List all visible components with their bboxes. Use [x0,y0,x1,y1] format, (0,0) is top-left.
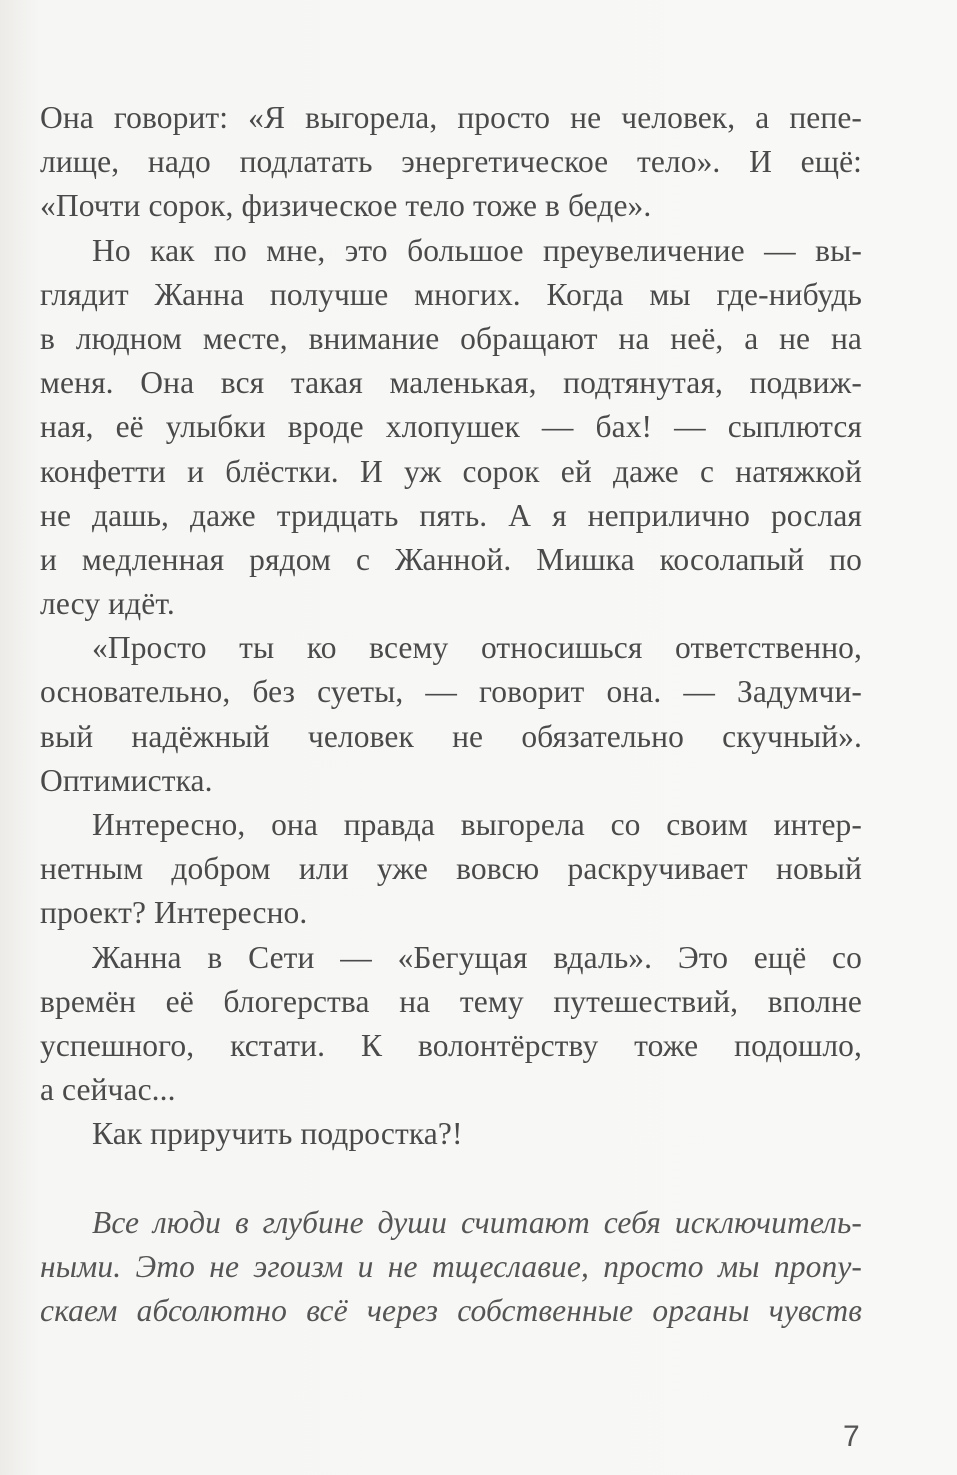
text-line: Как приручить подростка?! [92,1116,463,1152]
paragraph [40,803,862,936]
text-line: Она говорит: «Я выгорела, просто не человек, а пепе- [40,100,862,135]
paragraph [40,96,862,229]
text-line: основательно, без суеты, — говорит она. — Задумчи- [40,674,862,710]
section-gap [40,1157,862,1201]
text-line: глядит Жанна получше многих. Когда мы где-нибудь [40,276,862,312]
text-line: Жанна в Сети — «Бегущая вдаль». Это ещё со [92,939,862,975]
text-line: нетным добром или уже вовсю раскручивает новый [40,851,862,887]
text-line: проект? Интересно. [40,895,308,931]
text-line: Оптимистка. [40,762,213,798]
paragraph [40,1112,862,1156]
text-line: лесу идёт. [40,586,175,622]
text-line: Интересно, она правда выгорела со своим интер- [92,807,862,842]
paragraph [40,229,862,627]
text-line: вый надёжный человек не обязательно скучный». [40,718,862,754]
text-line: а сейчас... [40,1072,176,1108]
text-line: Но как по мне, это большое преувеличение — вы- [92,232,862,268]
text-line: лище, надо подлатать энергетическое тело». И ещё: [40,144,862,180]
text-line: «Просто ты ко всему относишься ответственно, [92,630,862,666]
text-line: «Почти сорок, физическое тело тоже в беде». [40,188,652,224]
text-line: и медленная рядом с Жанной. Мишка косолапый по [40,541,862,577]
paragraph [40,936,862,1113]
text-line: меня. Она вся такая маленькая, подтянутая, подвиж- [40,365,862,401]
text-line: успешного, кстати. К волонтёрству тоже подошло, [40,1027,862,1063]
paragraph [40,626,862,803]
body-text [40,96,862,1333]
text-line: Все люди в глубине души считают себя исключитель- [92,1204,862,1240]
page-number: 7 [843,1420,860,1453]
text-line: ными. Это не эгоизм и не тщеславие, просто мы пропу- [40,1248,862,1284]
text-line: времён её блогерства на тему путешествий, вполне [40,983,862,1019]
italic-paragraph [40,1201,862,1334]
text-line: конфетти и блёстки. И уж сорок ей даже с натяжкой [40,453,862,489]
text-line: ная, её улыбки вроде хлопушек — бах! — сыплются [40,409,862,445]
text-line: скаем абсолютно всё через собственные органы чувств [40,1292,862,1328]
text-line: в людном месте, внимание обращают на неё, а не на [40,320,862,356]
text-line: не дашь, даже тридцать пять. А я неприлично рослая [40,497,862,533]
